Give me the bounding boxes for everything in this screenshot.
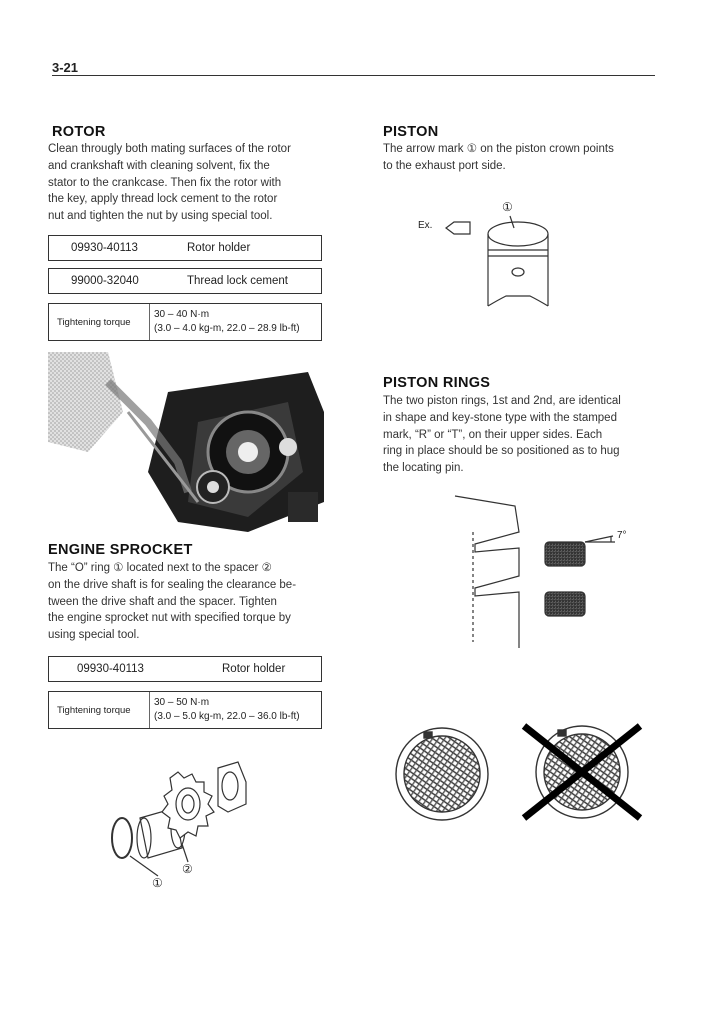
sprocket-torque-values <box>149 692 300 728</box>
rotor-torque-value-2: (3.0 – 4.0 kg-m, 22.0 – 28.9 lb-ft) <box>154 323 300 334</box>
sprocket-tool-name: Rotor holder <box>222 663 286 675</box>
sprocket-diagram <box>100 758 260 898</box>
sprocket-tool-part: 09930-40113 <box>77 663 144 675</box>
piston-ex-label: Ex. <box>418 220 433 231</box>
engine-sprocket-line: the engine sprocket nut with specified torque by <box>48 612 291 625</box>
engine-sprocket-paragraph <box>48 560 324 644</box>
rotor-torque-label: Tightening torque <box>57 316 131 328</box>
sprocket-callout-2: ② <box>182 862 193 876</box>
sprocket-callout-1: ① <box>152 876 163 890</box>
page-number: 3-21 <box>52 60 79 75</box>
piston-rings-diagram <box>445 492 635 662</box>
rotor-line: the key, apply thread lock cement to the rotor <box>48 193 278 206</box>
sprocket-torque-value-2: (3.0 – 5.0 kg-m, 22.0 – 36.0 lb-ft) <box>154 711 300 722</box>
piston-rings-line: ring in place should be so positioned as to hug <box>383 445 620 458</box>
engine-sprocket-line: The “O” ring ① located next to the spacer ② <box>48 562 272 574</box>
engine-sprocket-line: tween the drive shaft and the spacer. Tighten <box>48 595 277 608</box>
piston-rings-heading: PISTON RINGS <box>383 375 491 391</box>
rotor-torque-box <box>48 303 322 341</box>
piston-diagram <box>418 196 578 322</box>
rotor-line: nut and tighten the nut by using special tool. <box>48 210 273 223</box>
rotor-line: and crankshaft with cleaning solvent, fix the <box>48 159 270 172</box>
rotor-line: Clean througly both mating surfaces of the rotor <box>48 143 291 155</box>
rotor-torque-value-1: 30 – 40 N·m <box>154 309 210 320</box>
rotor-tool-2-name: Thread lock cement <box>187 275 288 287</box>
piston-line: The arrow mark ① on the piston crown points <box>383 143 614 155</box>
piston-heading: PISTON <box>383 124 439 140</box>
ring-position-diagrams <box>386 718 652 824</box>
piston-rings-line: mark, “R” or “T”, on their upper sides. Each <box>383 428 603 441</box>
engine-sprocket-heading: ENGINE SPROCKET <box>48 542 193 558</box>
piston-line: to the exhaust port side. <box>383 159 506 172</box>
sprocket-tool-box <box>48 656 322 682</box>
rotor-tool-1-name: Rotor holder <box>187 242 251 254</box>
sprocket-torque-box <box>48 691 322 729</box>
engine-sprocket-line: on the drive shaft is for sealing the clearance be- <box>48 578 297 591</box>
rotor-tool-2-part: 99000-32040 <box>71 275 139 287</box>
rotor-line: stator to the crankcase. Then fix the rotor with <box>48 176 282 189</box>
rotor-photo <box>48 352 324 532</box>
piston-rings-angle-label: 7° <box>617 530 627 541</box>
rotor-heading: ROTOR <box>52 124 106 140</box>
header-rule <box>52 75 655 76</box>
sprocket-torque-value-1: 30 – 50 N·m <box>154 697 210 708</box>
rotor-torque-values <box>149 304 300 340</box>
piston-paragraph <box>383 141 657 175</box>
piston-callout-1: ① <box>502 200 513 214</box>
rotor-paragraph <box>48 141 324 225</box>
rotor-tool-1-part: 09930-40113 <box>71 242 138 254</box>
piston-rings-line: the locating pin. <box>383 462 464 475</box>
rotor-tool-box-1 <box>48 235 322 261</box>
piston-rings-line: The two piston rings, 1st and 2nd, are identical <box>383 395 621 407</box>
sprocket-torque-label: Tightening torque <box>57 704 131 716</box>
piston-rings-paragraph <box>383 393 657 477</box>
engine-sprocket-line: using special tool. <box>48 629 140 642</box>
piston-rings-line: in shape and key-stone type with the stamped <box>383 411 617 424</box>
rotor-tool-box-2 <box>48 268 322 294</box>
